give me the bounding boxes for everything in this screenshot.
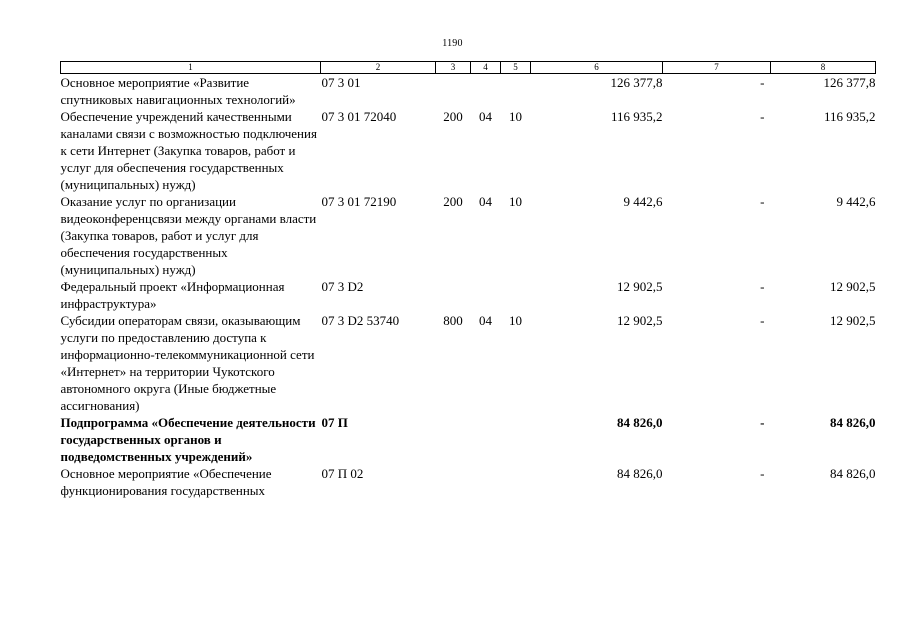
table-row — [61, 465, 876, 499]
row-change: - — [760, 279, 765, 294]
row-section — [471, 414, 501, 465]
row-expense-type — [436, 74, 471, 109]
row-change: - — [760, 194, 765, 209]
table-row — [61, 108, 876, 193]
row-total: 84 826,0 — [830, 415, 876, 430]
row-name: Федеральный проект «Информационная инфраструктура» — [60, 279, 285, 311]
row-amount: 116 935,2 — [610, 109, 663, 124]
row-code: 07 3 01 72190 — [321, 194, 397, 209]
column-header: 8 — [771, 62, 876, 74]
row-total: 9 442,6 — [836, 194, 876, 209]
row-section — [471, 465, 501, 499]
row-amount: 9 442,6 — [623, 194, 663, 209]
row-subsection: 10 — [509, 194, 522, 209]
row-total: 12 902,5 — [830, 279, 876, 294]
row-section: 04 — [479, 194, 492, 209]
row-code: 07 3 D2 53740 — [321, 313, 400, 328]
row-expense-type: 200 — [443, 109, 463, 124]
row-section — [471, 278, 501, 312]
table-row — [61, 312, 876, 414]
row-change: - — [760, 466, 765, 481]
row-amount: 84 826,0 — [617, 415, 663, 430]
row-code: 07 П 02 — [321, 466, 364, 481]
column-header: 7 — [663, 62, 771, 74]
table-row — [61, 278, 876, 312]
budget-table — [60, 61, 876, 499]
row-expense-type — [436, 278, 471, 312]
row-total: 126 377,8 — [823, 75, 876, 90]
row-subsection: 10 — [509, 109, 522, 124]
row-expense-type: 800 — [443, 313, 463, 328]
row-total: 12 902,5 — [830, 313, 876, 328]
row-expense-type — [436, 465, 471, 499]
row-subsection — [501, 74, 531, 109]
row-change: - — [760, 415, 765, 430]
row-change: - — [760, 109, 765, 124]
row-subsection — [501, 465, 531, 499]
row-section: 04 — [479, 109, 492, 124]
row-code: 07 3 01 — [321, 75, 361, 90]
column-header: 1 — [61, 62, 321, 74]
row-total: 84 826,0 — [830, 466, 876, 481]
row-name: Основное мероприятие «Обеспечение функционирования государственных — [60, 466, 272, 498]
row-amount: 126 377,8 — [610, 75, 663, 90]
row-code: 07 П — [321, 415, 348, 430]
row-amount: 12 902,5 — [617, 313, 663, 328]
column-header: 3 — [436, 62, 471, 74]
row-expense-type: 200 — [443, 194, 463, 209]
row-subsection — [501, 278, 531, 312]
row-subsection — [501, 414, 531, 465]
column-number-row — [61, 62, 876, 74]
row-amount: 12 902,5 — [617, 279, 663, 294]
page-number: 1190 — [442, 38, 463, 49]
row-amount: 84 826,0 — [617, 466, 663, 481]
row-section: 04 — [479, 313, 492, 328]
row-change: - — [760, 75, 765, 90]
row-section — [471, 74, 501, 109]
row-name: Обеспечение учреждений качественными каналами связи с возможностью подключения к сети Интернет (Закупка товаров, работ и услуг для обеспечения государственных (муниципальных) нужд) — [60, 109, 317, 192]
row-expense-type — [436, 414, 471, 465]
table-row — [61, 193, 876, 278]
column-header: 4 — [471, 62, 501, 74]
row-subsection: 10 — [509, 313, 522, 328]
row-code: 07 3 D2 — [321, 279, 364, 294]
column-header: 5 — [501, 62, 531, 74]
row-name: Субсидии операторам связи, оказывающим услуги по предоставлению доступа к информационно-телекоммуникационной сети «Интернет» на территории Чукотского автономного округа (Иные бюджетные ассигнования) — [60, 313, 315, 413]
row-name: Оказание услуг по организации видеоконференцсвязи между органами власти (Закупка товаров, работ и услуг для обеспечения государственных (муниципальных) нужд) — [60, 194, 317, 277]
row-name: Основное мероприятие «Развитие спутниковых навигационных технологий» — [60, 75, 296, 107]
column-header: 6 — [531, 62, 663, 74]
table-row-subprogram — [61, 414, 876, 465]
row-code: 07 3 01 72040 — [321, 109, 397, 124]
row-change: - — [760, 313, 765, 328]
row-name: Подпрограмма «Обеспечение деятельности государственных органов и подведомственных учреждений» — [60, 415, 316, 464]
row-total: 116 935,2 — [823, 109, 876, 124]
column-header: 2 — [321, 62, 436, 74]
table-row — [61, 74, 876, 109]
